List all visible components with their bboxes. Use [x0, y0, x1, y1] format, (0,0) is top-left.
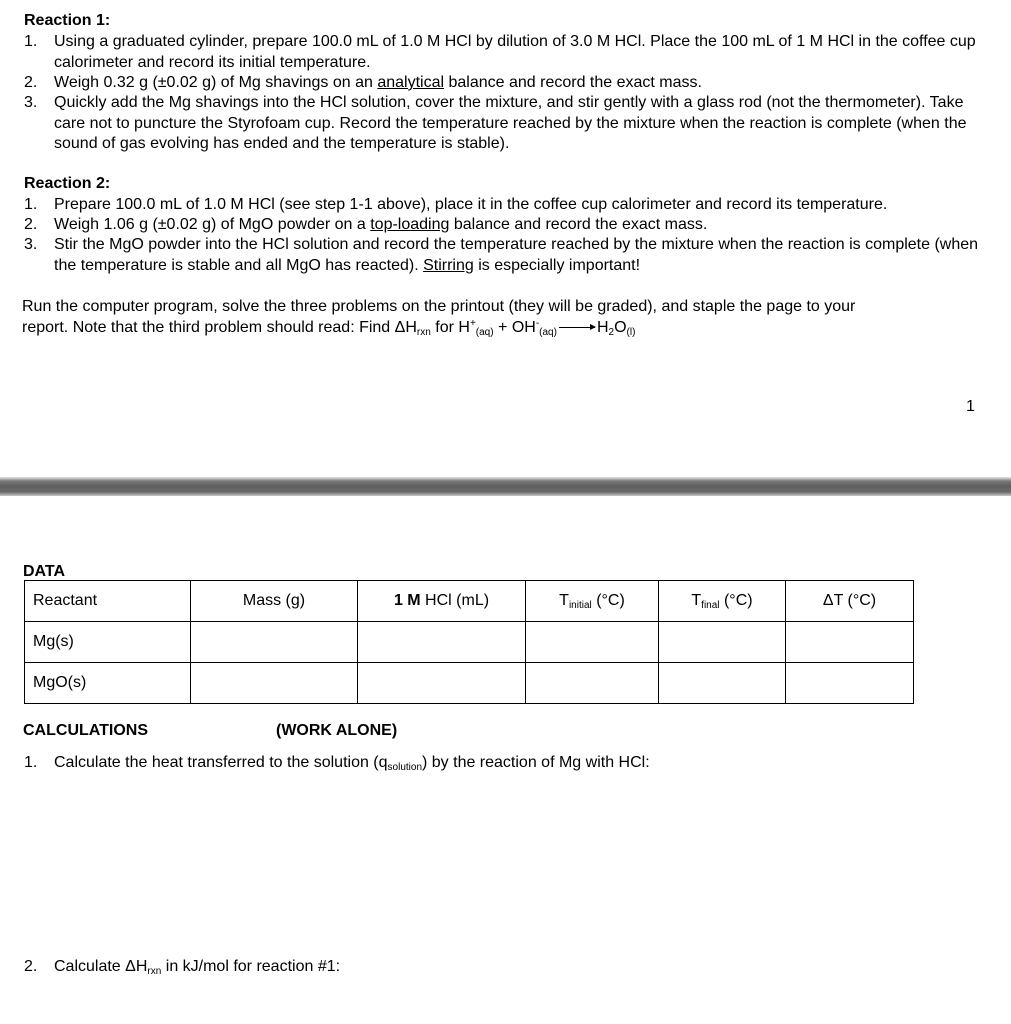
reaction2-step-3: [24, 235, 984, 277]
reaction1-step-2: [24, 73, 984, 94]
aq-subscript: (aq): [539, 327, 557, 338]
hcl-cell[interactable]: [358, 622, 526, 663]
header-t-initial: [526, 581, 659, 622]
calculations-heading: CALCULATIONS: [23, 722, 149, 739]
header-hcl: [358, 581, 526, 622]
aq-subscript: (aq): [475, 327, 494, 338]
liquid-subscript: (l): [626, 327, 636, 338]
delta-t-cell[interactable]: [786, 663, 914, 704]
step-text: Quickly add the Mg shavings into the HCl solution, cover the mixture, and stir gently with a glass rod (not the thermometer). Take care not to puncture the Styrofoam cup. Record the temperature reached by the mixture when the reaction is complete (when the sound of gas evolving has ended and the temperature is stable).: [54, 94, 967, 152]
reactant-cell: Mg(s): [25, 622, 191, 663]
reaction2-step-1: [24, 195, 984, 216]
underlined-word: top-loading: [370, 216, 450, 233]
initial-subscript: initial: [568, 599, 592, 611]
hcl-cell[interactable]: [358, 663, 526, 704]
for-h-text: for H: [430, 319, 470, 336]
reaction1-step-1: [24, 32, 984, 74]
step-number: 1.: [24, 33, 38, 50]
header-mass: Mass (g): [191, 581, 358, 622]
reaction2-heading: Reaction 2:: [24, 175, 111, 192]
rxn-subscript: rxn: [147, 966, 162, 977]
t-final-cell[interactable]: [659, 663, 786, 704]
unit: (°C): [591, 591, 625, 609]
underlined-word: Stirring: [423, 256, 474, 274]
header-hcl-bold: 1 M: [393, 591, 421, 609]
page-number: 1: [966, 398, 975, 415]
rxn-subscript: rxn: [416, 327, 431, 338]
step-text-post: is especially important!: [473, 256, 641, 274]
plus-oh-text: + OH: [493, 319, 536, 336]
delta-h: ΔH: [125, 958, 148, 975]
step-text-pre: Weigh 0.32 g (±0.02 g) of Mg shavings on an: [54, 74, 378, 91]
delta-h: ΔH: [394, 319, 417, 336]
final-subscript: final: [701, 599, 720, 611]
t-symbol: T: [559, 591, 569, 609]
mass-cell[interactable]: [191, 622, 358, 663]
t-final-cell[interactable]: [659, 622, 786, 663]
step-text: Using a graduated cylinder, prepare 100.0 mL of 1.0 M HCl by dilution of 3.0 M HCl. Place the 100 mL of 1 M HCl in the coffee cup calorimeter and record its initial temperature.: [54, 33, 976, 71]
data-heading: DATA: [23, 563, 66, 580]
header-t-final: [659, 581, 786, 622]
step-text: Prepare 100.0 mL of 1.0 M HCl (see step 1-1 above), place it in the coffee cup calorimeter and record its temperature.: [54, 196, 888, 213]
instructions-text: report. Note that the third problem should read: Find: [22, 319, 395, 336]
step-text: [54, 215, 989, 236]
step-text: [54, 73, 989, 94]
step-text-post: balance and record the exact mass.: [444, 74, 702, 91]
work-alone-note: (WORK ALONE): [276, 722, 398, 739]
calc-question-1: [24, 753, 924, 774]
t-symbol: T: [691, 591, 702, 609]
reaction-arrow-icon: [559, 327, 595, 328]
table-header-row: [25, 581, 914, 622]
step-number: 3.: [24, 94, 38, 111]
instructions-line-1: Run the computer program, solve the three problems on the printout (they will be graded), and staple the page to your: [22, 298, 856, 315]
underlined-word: analytical: [377, 74, 445, 91]
step-text-pre: Weigh 1.06 g (±0.02 g) of MgO powder on a: [54, 216, 371, 233]
water-h: H: [596, 319, 609, 336]
minus-superscript: -: [535, 318, 540, 329]
calc-question-2: [24, 957, 924, 978]
question-number: 2.: [24, 958, 38, 975]
header-hcl-rest: HCl (mL): [420, 591, 490, 609]
t-initial-cell[interactable]: [526, 663, 659, 704]
step-text: [54, 235, 989, 276]
reactant-cell: MgO(s): [25, 663, 191, 704]
mass-cell[interactable]: [191, 663, 358, 704]
step-number: 3.: [24, 236, 38, 253]
reaction1-heading: Reaction 1:: [24, 12, 111, 29]
question-text-pre: Calculate the heat transferred to the solution (q: [54, 754, 388, 771]
instructions-line-2: [22, 318, 997, 339]
delta-t-cell[interactable]: [786, 622, 914, 663]
unit: (°C): [719, 591, 753, 609]
step-number: 1.: [24, 196, 38, 213]
question-text-pre: Calculate: [54, 958, 126, 975]
header-delta-t: ΔT (°C): [786, 581, 914, 622]
step-text-post: balance and record the exact mass.: [449, 216, 708, 233]
data-table: [24, 580, 914, 704]
water-subscript-2: 2: [608, 327, 615, 338]
solution-subscript: solution: [387, 762, 422, 773]
reaction2-step-2: [24, 215, 984, 236]
water-o: O: [614, 319, 627, 336]
reaction1-step-3: [24, 93, 984, 155]
question-number: 1.: [24, 754, 38, 771]
step-number: 2.: [24, 74, 38, 91]
step-number: 2.: [24, 216, 38, 233]
table-row: [25, 622, 914, 663]
question-text-post: in kJ/mol for reaction #1:: [161, 958, 341, 975]
header-reactant: Reactant: [25, 581, 191, 622]
table-row: [25, 663, 914, 704]
page-break-divider: [0, 477, 1011, 496]
step-text-pre: Stir the MgO powder into the HCl solution and record the temperature reached by the mixture when the reaction is complete (when the temperature is stable and all MgO has reacted).: [54, 236, 979, 274]
question-text-post: ) by the reaction of Mg with HCl:: [422, 754, 650, 771]
plus-superscript: +: [469, 318, 476, 329]
t-initial-cell[interactable]: [526, 622, 659, 663]
